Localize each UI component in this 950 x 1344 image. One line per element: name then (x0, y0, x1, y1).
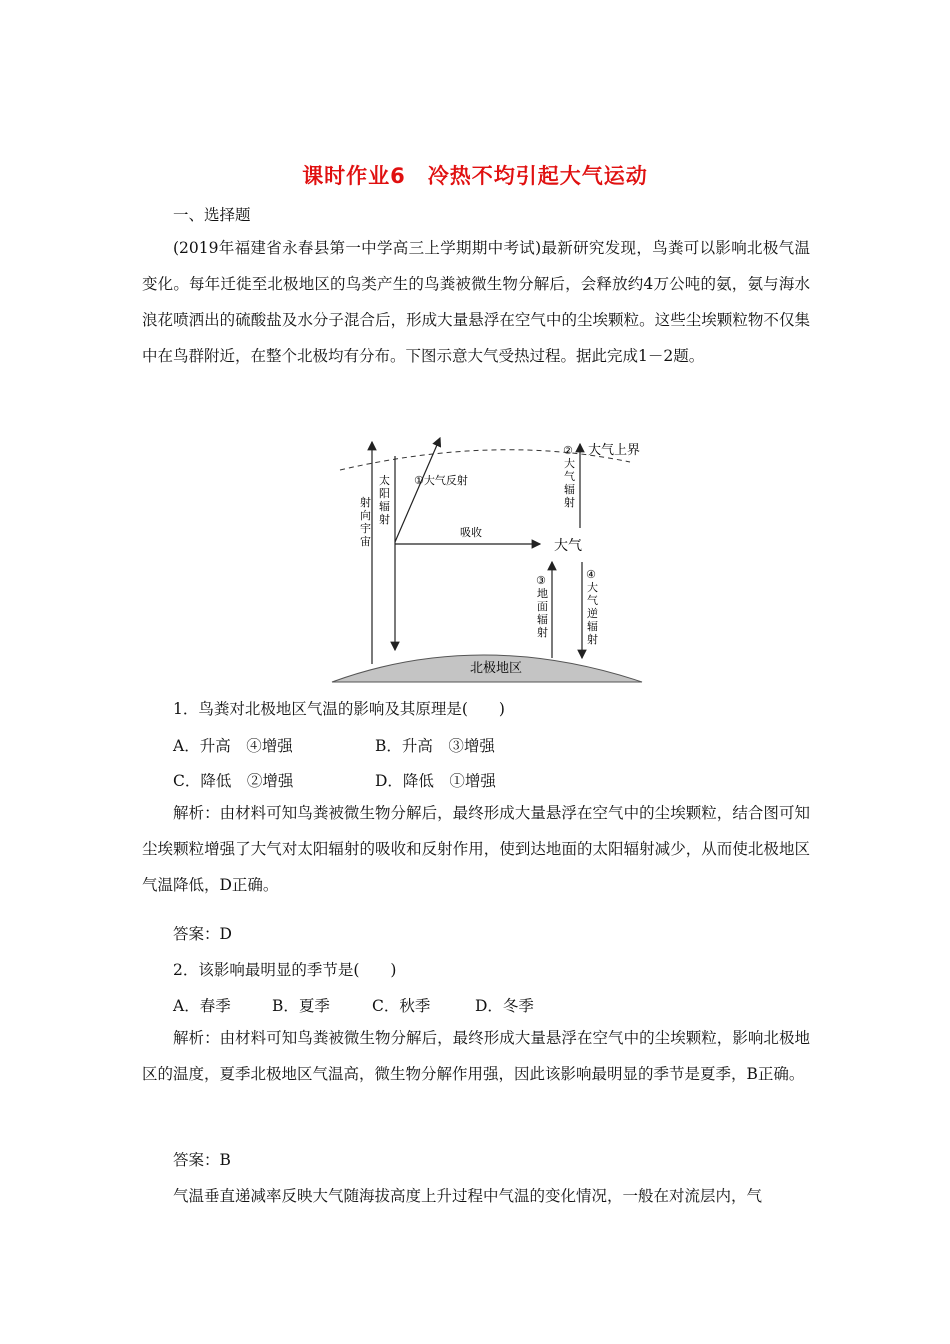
to-space-char: 宙 (360, 535, 371, 548)
atm-radiation-char: 气 (564, 470, 575, 483)
counter-radiation-char: 大 (587, 581, 598, 594)
q1-analysis: 解析：由材料可知鸟粪被微生物分解后，最终形成大量悬浮在空气中的尘埃颗粒，结合图可知尘埃颗粒增强了大气对太阳辐射的吸收和反射作用，使到达地面的太阳辐射减少，从而使北极地区气温降低，D正确。 (142, 804, 810, 894)
atm-radiation-char: 辐 (564, 483, 575, 496)
ground-radiation-char: ③ (536, 574, 546, 587)
counter-radiation-char: 逆 (587, 607, 598, 620)
q1-answer: 答案：D (173, 925, 232, 943)
reflection-arrow (395, 438, 440, 542)
q1-stem: 1．鸟粪对北极地区气温的影响及其原理是( ) (173, 700, 505, 718)
counter-radiation-char: 辐 (587, 620, 598, 633)
atmosphere-heating-diagram (330, 432, 660, 684)
page-title: 课时作业6 冷热不均引起大气运动 (302, 164, 648, 188)
next-paragraph: 气温垂直递减率反映大气随海拔高度上升过程中气温的变化情况，一般在对流层内，气 (173, 1187, 763, 1205)
q2-option-b: B．夏季 (272, 997, 330, 1015)
to-space-char: 向 (360, 509, 371, 522)
to-space-char: 宇 (360, 522, 371, 535)
atm-radiation-char: ② (563, 444, 573, 457)
solar-char: 射 (379, 513, 390, 526)
q2-option-d: D．冬季 (475, 997, 534, 1015)
ground-radiation-char: 辐 (537, 613, 548, 626)
atmosphere-top-boundary (340, 450, 630, 470)
solar-char: 阳 (379, 487, 390, 500)
q1-option-b: B．升高 ③增强 (375, 737, 495, 755)
to-space-char: 射 (360, 496, 371, 509)
reflection-label: ①大气反射 (414, 474, 468, 487)
top-boundary-label: 大气上界 (588, 443, 641, 458)
q1-option-d: D．降低 ①增强 (375, 772, 496, 790)
q1-option-c: C．降低 ②增强 (173, 772, 294, 790)
atm-radiation-char: 大 (564, 457, 575, 470)
ground-label: 北极地区 (470, 661, 523, 676)
absorb-label: 吸收 (460, 526, 482, 539)
atmosphere-label: 大气 (554, 538, 582, 554)
q1-option-a: A．升高 ④增强 (173, 737, 293, 755)
q2-option-a: A．春季 (173, 997, 231, 1015)
counter-radiation-char: 气 (587, 594, 598, 607)
solar-char: 太 (379, 474, 390, 487)
solar-char: 辐 (379, 500, 390, 513)
ground-radiation-char: 射 (537, 626, 548, 639)
q2-option-c: C．秋季 (372, 997, 431, 1015)
intro-paragraph: (2019年福建省永春县第一中学高三上学期期中考试)最新研究发现，鸟粪可以影响北极气温变化。每年迁徙至北极地区的鸟类产生的鸟粪被微生物分解后，会释放约4万公吨的氨，氨与海水浪花喷洒出的硫酸盐及水分子混合后，形成大量悬浮在空气中的尘埃颗粒。这些尘埃颗粒物不仅集中在鸟群附近，在整个北极均有分布。下图示意大气受热过程。据此完成1－2题。 (142, 239, 810, 365)
ground-radiation-char: 地 (537, 587, 548, 600)
q2-answer: 答案：B (173, 1151, 231, 1169)
counter-radiation-char: 射 (587, 633, 598, 646)
q2-analysis: 解析：由材料可知鸟粪被微生物分解后，最终形成大量悬浮在空气中的尘埃颗粒，影响北极地区的温度，夏季北极地区气温高，微生物分解作用强，因此该影响最明显的季节是夏季，B正确。 (142, 1029, 810, 1083)
ground-radiation-char: 面 (537, 600, 548, 613)
section-heading: 一、选择题 (173, 206, 251, 224)
counter-radiation-char: ④ (586, 568, 596, 581)
atm-radiation-char: 射 (564, 496, 575, 509)
q2-stem: 2．该影响最明显的季节是( ) (173, 961, 397, 979)
